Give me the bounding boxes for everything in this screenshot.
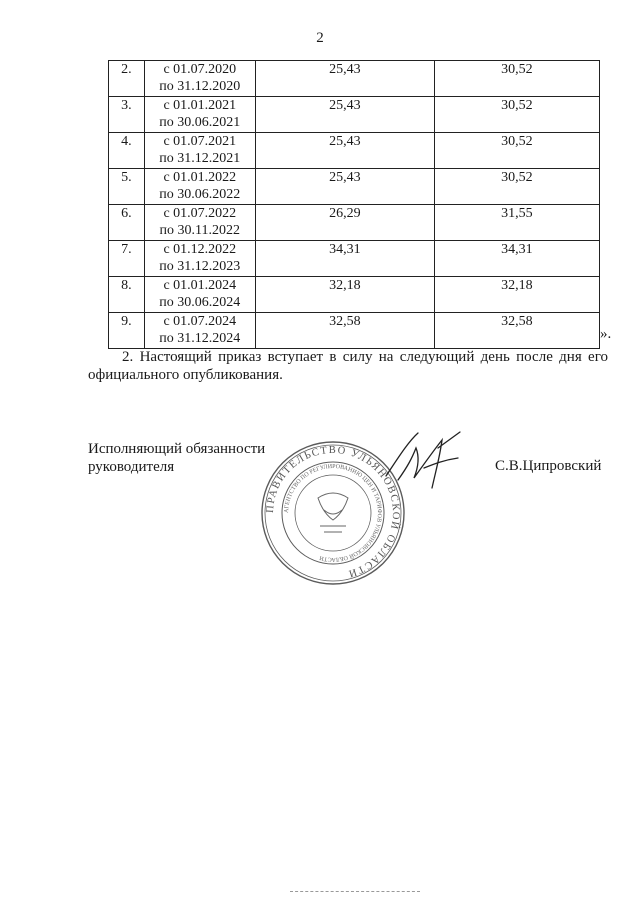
period-from: с 01.01.2022	[163, 170, 237, 185]
row-number: 4.	[109, 133, 145, 169]
footer-divider	[290, 891, 420, 894]
period-from: с 01.07.2021	[163, 134, 237, 149]
row-number: 8.	[109, 277, 145, 313]
tariff-table	[108, 60, 600, 349]
seal-outer-text: ПРАВИТЕЛЬСТВО УЛЬЯНОВСКОЙ ОБЛАСТИ	[264, 444, 402, 580]
period-cell	[144, 61, 255, 97]
tariff-value-2: 30,52	[434, 169, 599, 205]
period-cell	[144, 97, 255, 133]
tariff-value-2: 31,55	[434, 205, 599, 241]
period-from: с 01.01.2021	[163, 98, 237, 113]
tariff-value-1: 25,43	[255, 169, 434, 205]
period-to: по 31.12.2023	[159, 259, 241, 274]
tariff-value-1: 32,18	[255, 277, 434, 313]
period-cell	[144, 133, 255, 169]
period-cell	[144, 205, 255, 241]
tariff-value-1: 25,43	[255, 133, 434, 169]
row-number: 9.	[109, 313, 145, 349]
table-row	[109, 133, 600, 169]
paragraph-effective-date: 2. Настоящий приказ вступает в силу на следующий день после дня его официального опубликования.	[88, 349, 608, 383]
row-number: 3.	[109, 97, 145, 133]
period-cell	[144, 241, 255, 277]
row-number: 6.	[109, 205, 145, 241]
tariff-value-2: 30,52	[434, 133, 599, 169]
table-row	[109, 97, 600, 133]
page-number: 2	[316, 30, 324, 46]
tariff-value-1: 25,43	[255, 61, 434, 97]
tariff-value-1: 25,43	[255, 97, 434, 133]
period-from: с 01.07.2024	[163, 314, 237, 329]
period-cell	[144, 277, 255, 313]
period-to: по 30.06.2021	[159, 115, 241, 130]
table-row	[109, 169, 600, 205]
signer-name: С.В.Ципровский	[495, 458, 602, 474]
period-to: по 30.11.2022	[159, 223, 241, 238]
tariff-value-2: 34,31	[434, 241, 599, 277]
period-to: по 30.06.2022	[159, 187, 241, 202]
period-cell	[144, 313, 255, 349]
tariff-value-1: 34,31	[255, 241, 434, 277]
period-from: с 01.01.2024	[163, 278, 237, 293]
tariff-value-1: 32,58	[255, 313, 434, 349]
period-to: по 31.12.2021	[159, 151, 241, 166]
table-row	[109, 277, 600, 313]
table-row	[109, 205, 600, 241]
period-to: по 30.06.2024	[159, 295, 241, 310]
period-to: по 31.12.2024	[159, 331, 241, 346]
table-row	[109, 313, 600, 349]
period-cell	[144, 169, 255, 205]
tariff-value-2: 32,58	[434, 313, 599, 349]
table-row	[109, 61, 600, 97]
period-from: с 01.12.2022	[163, 242, 237, 257]
table-row	[109, 241, 600, 277]
tariff-value-2: 30,52	[434, 61, 599, 97]
svg-text:АГЕНТСТВО ПО РЕГУЛИРОВАНИЮ ЦЕН	[284, 464, 382, 562]
period-from: с 01.07.2020	[163, 62, 237, 77]
row-number: 5.	[109, 169, 145, 205]
signer-position-line1: Исполняющий обязанности	[88, 441, 266, 457]
period-to: по 31.12.2020	[159, 79, 241, 94]
handwritten-signature	[378, 428, 468, 498]
tariff-value-1: 26,29	[255, 205, 434, 241]
seal-inner-text: АГЕНТСТВО ПО РЕГУЛИРОВАНИЮ ЦЕН И ТАРИФОВ УЛЬЯНОВСКОЙ ОБЛАСТИ	[283, 463, 383, 563]
table-closing-quote: ».	[600, 326, 612, 342]
tariff-value-2: 30,52	[434, 97, 599, 133]
row-number: 7.	[109, 241, 145, 277]
period-from: с 01.07.2022	[163, 206, 237, 221]
signer-position-line2: руководителя	[88, 459, 175, 475]
row-number: 2.	[109, 61, 145, 97]
tariff-value-2: 32,18	[434, 277, 599, 313]
